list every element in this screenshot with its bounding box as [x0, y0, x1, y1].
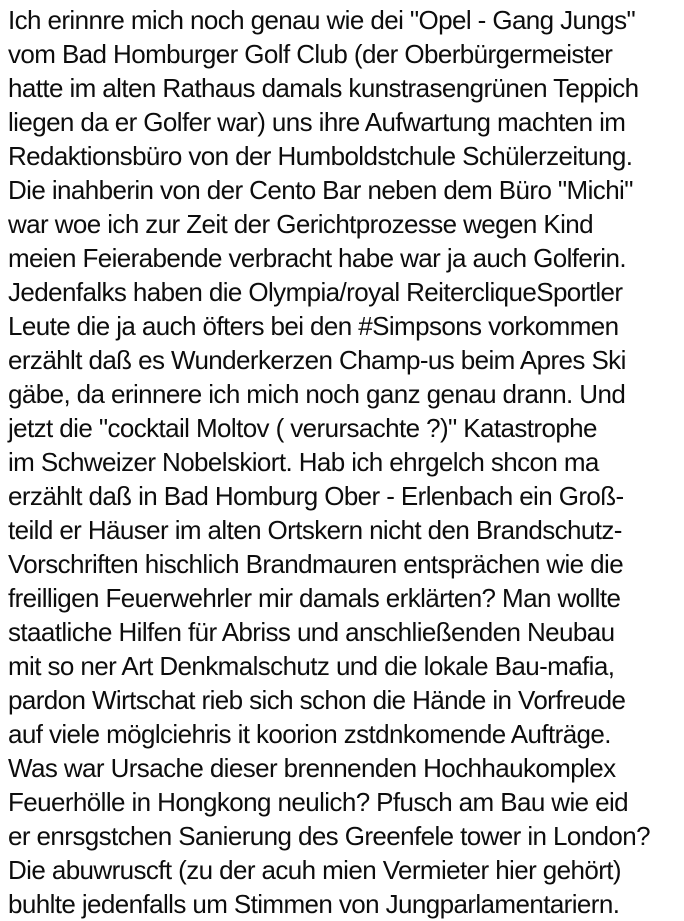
text-line: liegen da er Golfer war) uns ihre Aufwartung machten im: [8, 107, 626, 137]
text-line: Was war Ursache dieser brennenden Hochhaukomplex: [8, 753, 616, 783]
text-line: Leute die ja auch öfters bei den #Simpsons vorkommen: [8, 311, 619, 341]
text-line: erzählt daß in Bad Homburg Ober - Erlenbach ein Groß-: [8, 481, 624, 511]
text-line: auf viele möglciehris it koorion zstdnkomende Aufträge.: [8, 719, 611, 749]
text-line: teild er Häuser im alten Ortskern nicht den Brandschutz-: [8, 515, 622, 545]
text-line: Jedenfalks haben die Olympia/royal ReitercliqueSportler: [8, 277, 623, 307]
text-line: pardon Wirtschat rieb sich schon die Hände in Vorfreude: [8, 685, 626, 715]
text-line: Ich erinnre mich noch genau wie dei "Opel - Gang Jungs": [8, 5, 636, 35]
text-line: er enrsgstchen Sanierung des Greenfele tower in London?: [8, 821, 650, 851]
text-line: staatliche Hilfen für Abriss und anschließenden Neubau: [8, 617, 615, 647]
text-line: vom Bad Homburger Golf Club (der Oberbürgermeister: [8, 39, 613, 69]
text-line: Vorschriften hischlich Brandmauren entsprächen wie die: [8, 549, 624, 579]
text-line: im Schweizer Nobelskiort. Hab ich ehrgelch shcon ma: [8, 447, 599, 477]
text-line: erzählt daß es Wunderkerzen Champ-us beim Apres Ski: [8, 345, 626, 375]
text-line: buhlte jedenfalls um Stimmen von Jungparlamentariern.: [8, 889, 620, 919]
text-line: gäbe, da erinnere ich mich noch ganz genau drann. Und: [8, 379, 626, 409]
text-line: jetzt die "cocktail Moltov ( verursachte ?)" Katastrophe: [8, 413, 597, 443]
text-line: Die inahberin von der Cento Bar neben dem Büro "Michi": [8, 175, 633, 205]
text-line: Feuerhölle in Hongkong neulich? Pfusch am Bau wie eid: [8, 787, 629, 817]
text-line: Die abuwruscft (zu der acuh mien Vermieter hier gehört): [8, 855, 621, 885]
text-line: Redaktionsbüro von der Humboldstchule Schülerzeitung.: [8, 141, 633, 171]
text-line: war woe ich zur Zeit der Gerichtprozesse wegen Kind: [8, 209, 594, 239]
text-line: meien Feierabende verbracht habe war ja auch Golferin.: [8, 243, 626, 273]
text-line: freilligen Feuerwehrler mir damals erklärten? Man wollte: [8, 583, 621, 613]
text-line: mit so ner Art Denkmalschutz und die lokale Bau-mafia,: [8, 651, 615, 681]
text-line: hatte im alten Rathaus damals kunstrasengrünen Teppich: [8, 73, 639, 103]
